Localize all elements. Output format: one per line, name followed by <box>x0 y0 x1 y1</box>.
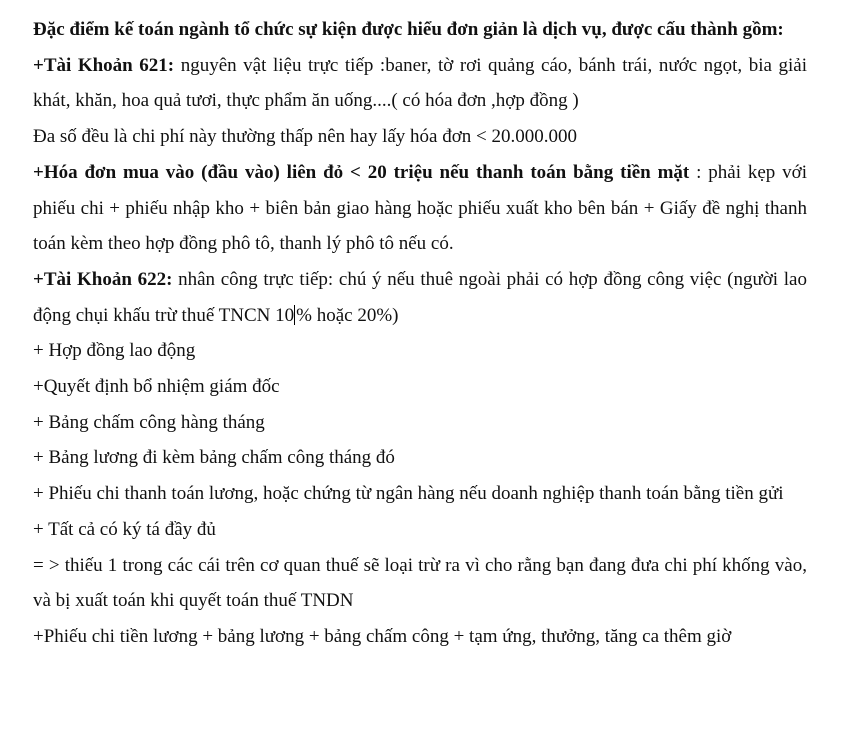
signatures-text: + Tất cả có ký tá đầy đủ <box>33 518 216 540</box>
consequence-text: = > thiếu 1 trong các cái trên cơ quan thuế sẽ loại trừ ra vì cho rằng bạn đang đưa chi phí khống vào, và bị xuất toán khi quyết toán thuế TNDN <box>33 554 807 612</box>
list-item-director-appointment <box>33 369 807 405</box>
account-622-label: +Tài Khoản 622: <box>33 268 173 290</box>
paragraph-invoice-threshold <box>33 119 807 155</box>
paragraph-consequence <box>33 548 807 619</box>
list-item-payroll <box>33 440 807 476</box>
paragraph-account-621 <box>33 48 807 119</box>
intro-text: Đặc điểm kế toán ngành tổ chức sự kiện được hiểu đơn giản là dịch vụ, được cấu thành gồm: <box>33 19 784 40</box>
account-621-label: +Tài Khoản 621: <box>33 54 175 76</box>
input-invoice-label: +Hóa đơn mua vào (đầu vào) liên đỏ < 20 triệu nếu thanh toán bằng tiền mặt <box>33 161 690 183</box>
invoice-threshold-text: Đa số đều là chi phí này thường thấp nên hay lấy hóa đơn < 20.000.000 <box>33 126 577 148</box>
paragraph-salary-voucher <box>33 619 807 655</box>
text-cursor-caret <box>294 305 295 325</box>
director-appointment-text: +Quyết định bổ nhiệm giám đốc <box>33 376 280 398</box>
payment-voucher-text: + Phiếu chi thanh toán lương, hoặc chứng từ ngân hàng nếu doanh nghiệp thanh toán bằng tiền gửi <box>33 483 784 505</box>
paragraph-input-invoice <box>33 155 807 262</box>
labor-contract-text: + Hợp đồng lao động <box>33 340 196 362</box>
account-622-text-after-caret: % hoặc 20%) <box>296 304 399 326</box>
list-item-payment-voucher <box>33 476 807 512</box>
paragraph-intro <box>33 12 807 48</box>
document-body[interactable] <box>33 12 807 655</box>
list-item-timesheet <box>33 405 807 441</box>
account-621-text: nguyên vật liệu trực tiếp :baner, tờ rơi quảng cáo, bánh trái, nước ngọt, bia giải khát, khăn, hoa quả tươi, thực phẩm ăn uống....( có hóa đơn ,hợp đồng ) <box>33 54 807 112</box>
input-invoice-text: : phải kẹp với phiếu chi + phiếu nhập kho + biên bản giao hàng hoặc phiếu xuất kho bên bán + Giấy đề nghị thanh toán kèm theo hợp đồng phô tô, thanh lý phô tô nếu có. <box>33 161 807 255</box>
list-item-labor-contract <box>33 333 807 369</box>
account-622-text-before-caret: nhân công trực tiếp: chú ý nếu thuê ngoài phải có hợp đồng công việc (người lao động chụi khấu trừ thuế TNCN 10 <box>33 268 807 326</box>
list-item-signatures <box>33 512 807 548</box>
salary-voucher-text: +Phiếu chi tiền lương + bảng lương + bảng chấm công + tạm ứng, thưởng, tăng ca thêm giờ <box>33 625 732 647</box>
paragraph-account-622 <box>33 262 807 333</box>
payroll-text: + Bảng lương đi kèm bảng chấm công tháng đó <box>33 447 395 469</box>
timesheet-text: + Bảng chấm công hàng tháng <box>33 411 265 433</box>
